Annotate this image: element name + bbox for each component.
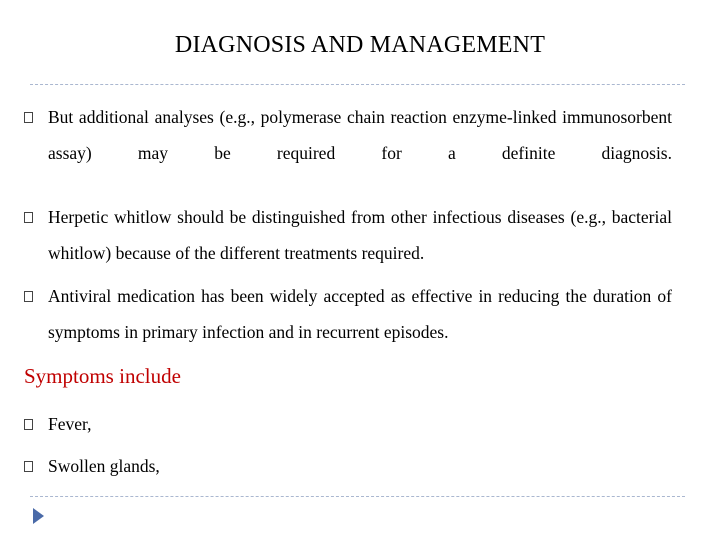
hollow-square-icon: [24, 278, 37, 314]
bullet-item-3: [24, 278, 672, 350]
bottom-divider: [30, 496, 685, 497]
symptom-text: Fever,: [48, 414, 92, 434]
play-arrow-icon[interactable]: [33, 508, 44, 524]
slide-title: DIAGNOSIS AND MANAGEMENT: [174, 32, 546, 58]
hollow-square-icon: [24, 99, 37, 135]
bullet-item-2: [24, 199, 672, 271]
symptom-item-2: [24, 448, 672, 484]
bullet-item-1: [24, 99, 672, 171]
bullet-text: Herpetic whitlow should be distinguished from other infectious diseases (e.g., bacterial whitlow) because of the different treatments required.: [48, 207, 672, 263]
symptom-text: Swollen glands,: [48, 456, 160, 476]
symptom-item-1: [24, 406, 672, 442]
hollow-square-icon: [24, 199, 37, 235]
top-divider: [30, 84, 685, 85]
section-heading: Symptoms include: [24, 364, 181, 388]
bullet-text: But additional analyses (e.g., polymerase chain reaction enzyme-linked immunosorbent assay) may be required for a definite diagnosis.: [48, 107, 672, 163]
bullet-text: Antiviral medication has been widely accepted as effective in reducing the duration of symptoms in primary infection and in recurrent episodes.: [48, 286, 672, 342]
hollow-square-icon: [24, 448, 37, 484]
hollow-square-icon: [24, 406, 37, 442]
